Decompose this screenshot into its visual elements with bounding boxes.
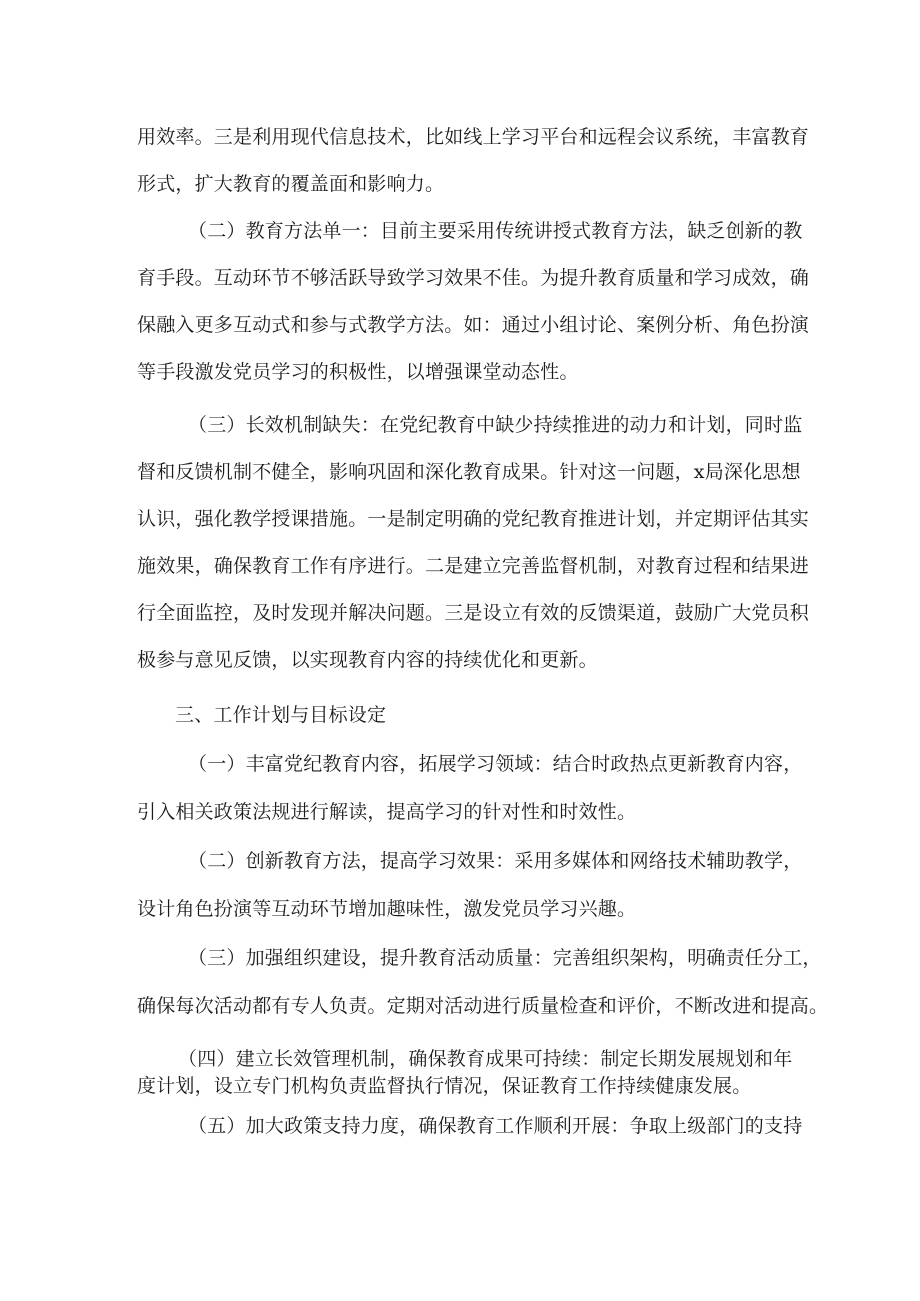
text-line: 设计角色扮演等互动环节增加趣味性，激发党员学习兴趣。 — [137, 898, 637, 920]
section-heading: 三、工作计划与目标设定 — [175, 704, 387, 726]
text-line: 用效率。三是利用现代信息技术，比如线上学习平台和远程会议系统，丰富教育 — [137, 126, 810, 148]
text-line: 育手段。互动环节不够活跃导致学习效果不佳。为提升教育质量和学习成效，确 — [137, 267, 810, 289]
paragraph-2-start: （二）教育方法单一：目前主要采用传统讲授式教育方法，缺乏创新的教 — [188, 220, 803, 242]
text-line: 引入相关政策法规进行解读，提高学习的针对性和时效性。 — [137, 801, 637, 823]
plan-item-2: （二）创新教育方法，提高学习效果：采用多媒体和网络技术辅助教学， — [188, 850, 803, 872]
paragraph-3-start: （三）长效机制缺失：在党纪教育中缺少持续推进的动力和计划，同时监 — [188, 414, 803, 436]
text-line: 确保每次活动都有专人负责。定期对活动进行质量检查和评价，不断改进和提高。 — [137, 995, 829, 1017]
text-line: 认识，强化教学授课措施。一是制定明确的党纪教育推进计划，并定期评估其实 — [137, 508, 810, 530]
text-line: 保融入更多互动式和参与式教学方法。如：通过小组讨论、案例分析、角色扮演 — [137, 314, 810, 336]
plan-item-3: （三）加强组织建设，提升教育活动质量：完善组织架构，明确责任分工， — [188, 947, 822, 969]
text-line: 等手段激发党员学习的积极性，以增强课堂动态性。 — [137, 361, 579, 383]
text-line: 施效果，确保教育工作有序进行。二是建立完善监督机制，对教育过程和结果进 — [137, 555, 810, 577]
text-line: 督和反馈机制不健全，影响巩固和深化教育成果。针对这一问题，x局深化思想 — [137, 461, 801, 483]
plan-item-1: （一）丰富党纪教育内容，拓展学习领域：结合时政热点更新教育内容， — [188, 753, 803, 775]
plan-item-5: （五）加大政策支持力度，确保教育工作顺利开展：争取上级部门的支持 — [188, 1115, 803, 1137]
text-line: 极参与意见反馈，以实现教育内容的持续优化和更新。 — [137, 649, 598, 671]
text-line: 形式，扩大教育的覆盖面和影响力。 — [137, 173, 445, 195]
text-line: 度计划，设立专门机构负责监督执行情况，保证教育工作持续健康发展。 — [137, 1075, 752, 1097]
plan-item-4: （四）建立长效管理机制，确保教育成果可持续：制定长期发展规划和年 — [178, 1048, 793, 1070]
text-line: 行全面监控，及时发现并解决问题。三是设立有效的反馈渠道，鼓励广大党员积 — [137, 602, 810, 624]
